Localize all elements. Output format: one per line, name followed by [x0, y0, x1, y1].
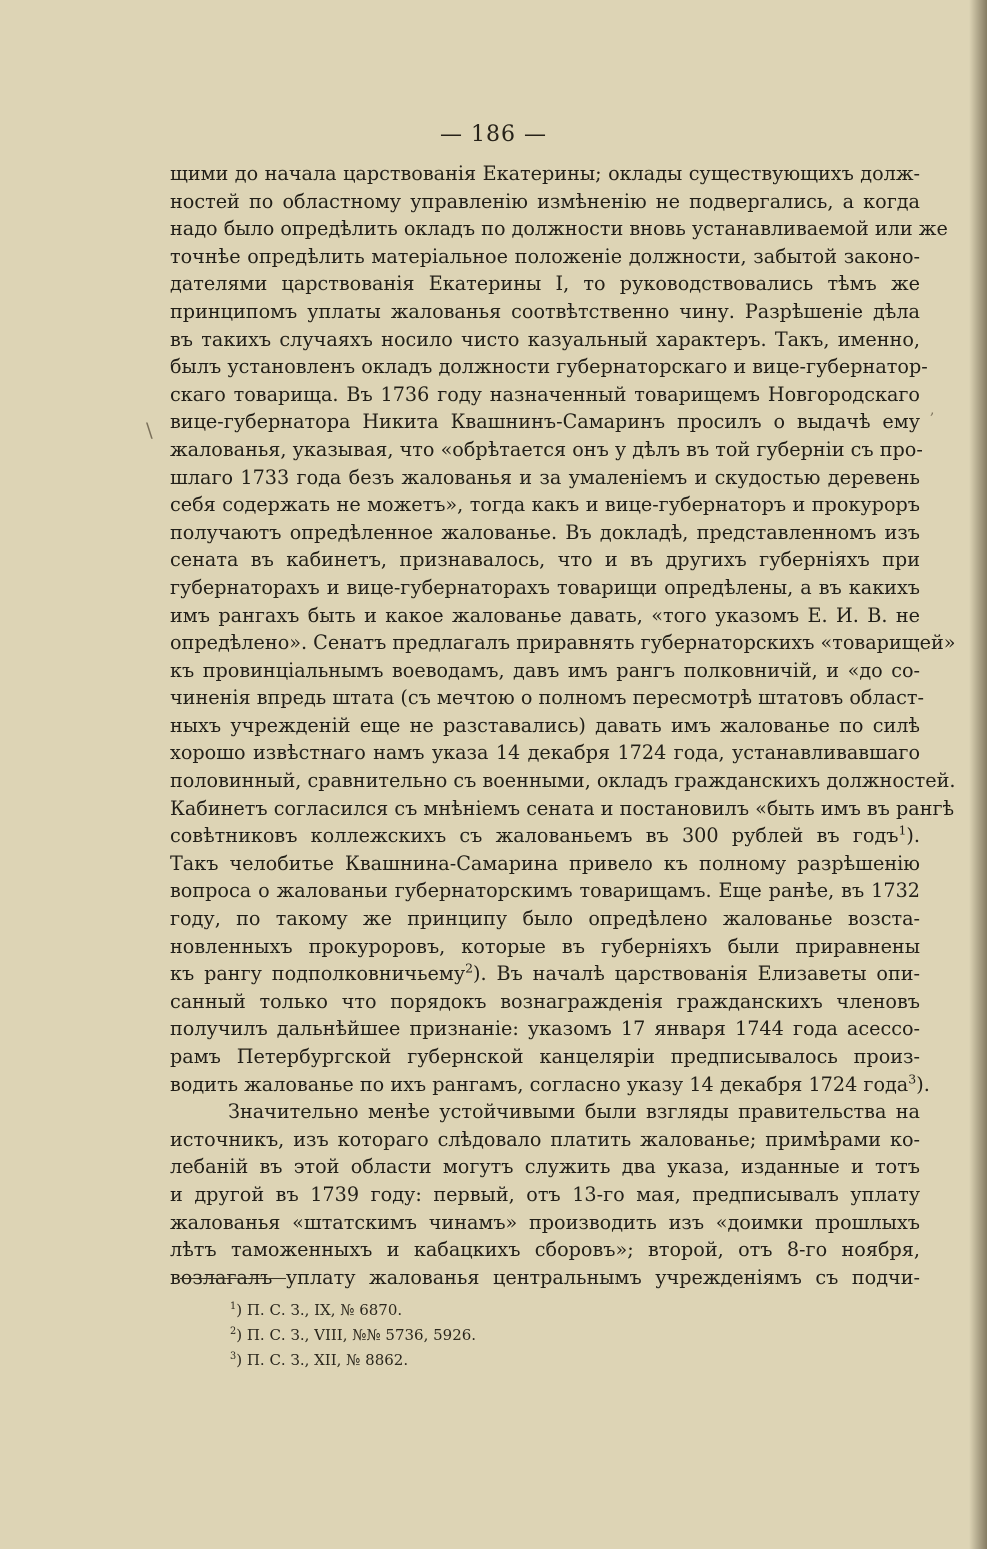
text-line: губернаторахъ и вице-губернаторахъ товарищи опредѣлены, а въ какихъ [170, 575, 920, 599]
text-line-with-note [170, 1071, 930, 1099]
text-line: дателями царствованія Екатерины I, то руководствовались тѣмъ же [170, 272, 920, 296]
footnote-mark: 1 [230, 1301, 237, 1312]
footnote [230, 1348, 476, 1373]
footnote-text: ) П. С. З., VIII, №№ 5736, 5926. [236, 1326, 477, 1344]
text-line: источникъ, изъ котораго слѣдовало платить жалованье; примѣрами ко- [170, 1127, 920, 1151]
text-line: имъ рангахъ быть и какое жалованье давать, «того указомъ Е. И. В. не [170, 603, 920, 627]
text-line: ныхъ учрежденій еще не разставались) давать имъ жалованье по силѣ [170, 713, 920, 737]
text-line: сената въ кабинетъ, признавалось, что и въ другихъ губерніяхъ при [170, 548, 920, 572]
binding-gutter-shadow [969, 0, 987, 1549]
body-text [170, 160, 956, 1291]
margin-pencil-mark: \ [146, 418, 153, 442]
footnote-mark: 2 [230, 1326, 237, 1337]
text-line: возлагалъ уплату жалованья центральнымъ учрежденіямъ съ подчи- [170, 1265, 920, 1289]
text-line: къ провинціальнымъ воеводамъ, давъ имъ рангъ полковничій, и «до со- [170, 658, 920, 682]
text-line: скаго товарища. Въ 1736 году назначенный товарищемъ Новгородскаго [170, 382, 920, 406]
text-line: опредѣлено». Сенатъ предлагалъ приравнять губернаторскихъ «товарищей» [170, 631, 956, 655]
text-line-segment: совѣтниковъ коллежскихъ съ жалованьемъ въ 300 рублей въ годъ [170, 824, 899, 848]
text-line: былъ установленъ окладъ должности губернаторскаго и вице-губернатор- [170, 355, 928, 379]
text-line: жалованья, указывая, что «обрѣтается онъ у дѣлъ въ той губерніи съ про- [170, 437, 923, 461]
text-line: лѣтъ таможенныхъ и кабацкихъ сборовъ»; второй, отъ 8-го ноября, [170, 1238, 920, 1262]
margin-dot-mark: , [930, 402, 935, 418]
text-line: Кабинетъ согласился съ мнѣніемъ сената и постановилъ «быть имъ въ рангѣ [170, 796, 955, 820]
footnote [230, 1298, 476, 1323]
text-line: надо было опредѣлить окладъ по должности вновь устанавливаемой или же [170, 217, 948, 241]
text-line: году, по такому же принципу было опредѣлено жалованье возста- [170, 907, 920, 931]
text-line: санный только что порядокъ вознагражденія гражданскихъ членовъ [170, 989, 920, 1013]
footnote-ref: 2 [465, 960, 474, 976]
text-line: половинный, сравнительно съ военными, окладъ гражданскихъ должностей. [170, 769, 956, 793]
text-line: себя содержать не можетъ», тогда какъ и вице-губернаторъ и прокуроръ [170, 493, 920, 517]
text-line-segment: ). Въ началѣ царствованія Елизаветы опи- [473, 962, 921, 986]
text-line: и другой въ 1739 году: первый, отъ 13-го мая, предписывалъ уплату [170, 1182, 920, 1206]
footnote-ref: 3 [908, 1071, 917, 1087]
text-line: хорошо извѣстнаго намъ указа 14 декабря 1724 года, устанавливавшаго [170, 741, 920, 765]
text-line: точнѣе опредѣлить матеріальное положеніе должности, забытой законо- [170, 244, 920, 268]
text-line: Такъ челобитье Квашнина-Самарина привело къ полному разрѣшенію [170, 851, 920, 875]
footnote [230, 1323, 476, 1348]
text-line: вопроса о жалованьи губернаторскимъ товарищамъ. Еще ранѣе, въ 1732 [170, 879, 920, 903]
text-line: чиненія впредь штата (съ мечтою о полномъ пересмотрѣ штатовъ област- [170, 686, 924, 710]
footnote-divider [180, 1278, 286, 1279]
text-line: щими до начала царствованія Екатерины; оклады существующихъ долж- [170, 162, 920, 185]
text-line: новленныхъ прокуроровъ, которые въ губерніяхъ были приравнены [170, 934, 920, 958]
text-line: жалованья «штатскимъ чинамъ» производить изъ «доимки прошлыхъ [170, 1210, 920, 1234]
text-line: получаютъ опредѣленное жалованье. Въ докладѣ, представленномъ изъ [170, 520, 920, 544]
text-line: въ такихъ случаяхъ носило чисто казуальный характеръ. Такъ, именно, [170, 327, 920, 351]
text-line: вице-губернатора Никита Квашнинъ-Самаринъ просилъ о выдачѣ ему [170, 410, 920, 434]
footnote-ref: 1 [898, 822, 907, 838]
paragraph-first-line: Значительно менѣе устойчивыми были взгляды правительства на [228, 1100, 920, 1124]
text-line: ностей по областному управленію измѣненію не подвергались, а когда [170, 189, 920, 213]
page-number: — 186 — [440, 122, 547, 147]
text-line-segment: ). [906, 824, 920, 848]
text-line-with-note [170, 960, 920, 988]
text-line-with-note [170, 822, 920, 850]
text-line-segment: водить жалованье по ихъ рангамъ, согласно указу 14 декабря 1724 года [170, 1072, 909, 1096]
text-line-segment: къ рангу подполковничьему [170, 962, 466, 986]
footnote-text: ) П. С. З., IX, № 6870. [236, 1301, 403, 1319]
text-line: рамъ Петербургской губернской канцеляріи предписывалось произ- [170, 1045, 920, 1068]
text-line: принципомъ уплаты жалованья соотвѣтственно чину. Разрѣшеніе дѣла [170, 299, 920, 323]
text-line: получилъ дальнѣйшее признаніе: указомъ 17 января 1744 года асессо- [170, 1017, 920, 1041]
footnote-mark: 3 [230, 1351, 237, 1362]
text-line: лебаній въ этой области могутъ служить два указа, изданные и тотъ [170, 1155, 920, 1179]
footnote-text: ) П. С. З., XII, № 8862. [236, 1351, 409, 1369]
text-line: шлаго 1733 года безъ жалованья и за умаленіемъ и скудостью деревень [170, 465, 920, 489]
text-line-segment: ). [916, 1072, 930, 1096]
footnotes [230, 1298, 476, 1373]
